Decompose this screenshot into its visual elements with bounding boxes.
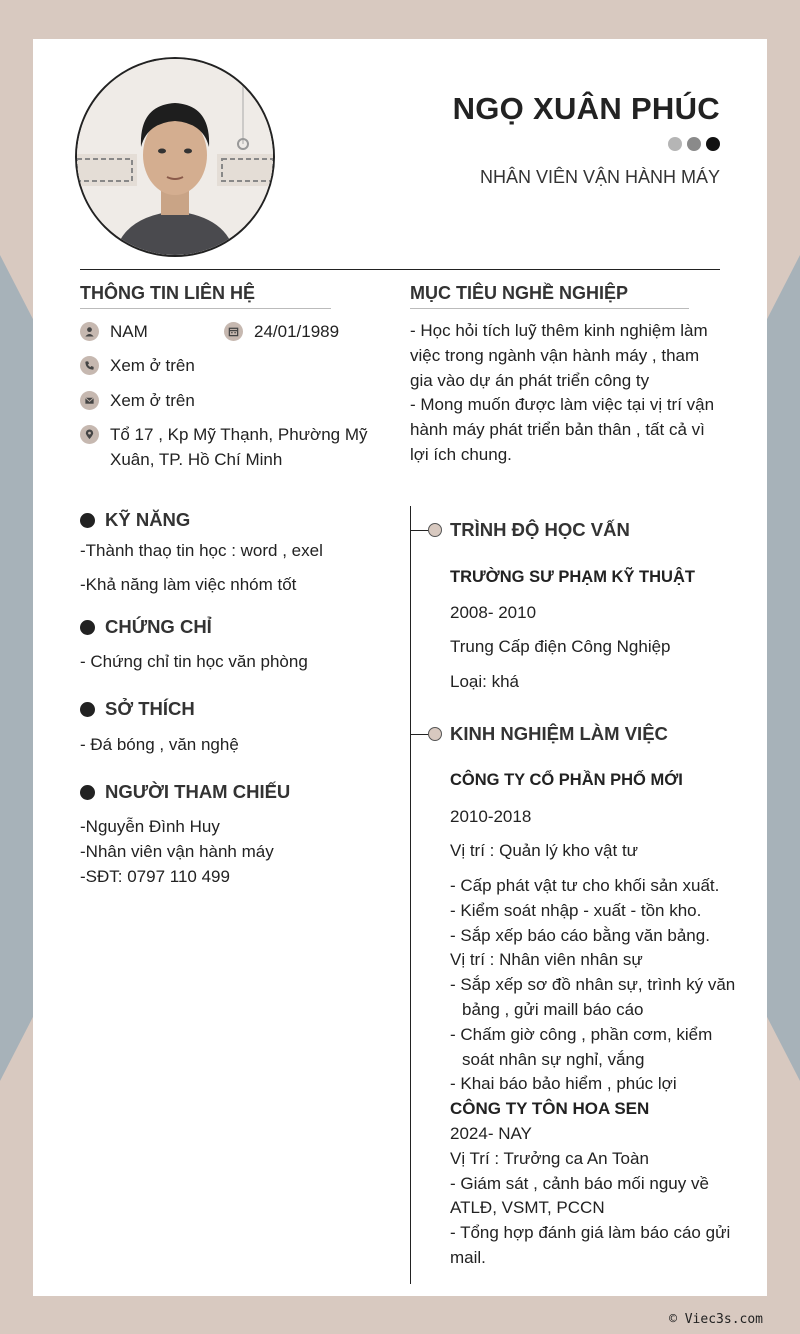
user-icon <box>80 322 99 341</box>
contact-address <box>80 422 368 472</box>
duty-item: ATLĐ, VSMT, PCCN <box>450 1198 605 1218</box>
company-name: CÔNG TY CỔ PHẦN PHỐ MỚI <box>450 771 683 789</box>
duty-item: mail. <box>450 1247 486 1267</box>
objective-line: hành máy phát triển bản thân , tất cả vì <box>410 420 705 440</box>
company-years: 2010-2018 <box>450 807 532 826</box>
phone-icon <box>80 356 99 375</box>
job-role: Vị trí : Nhân viên nhân sự <box>450 950 643 970</box>
objective-line: lợi ích chung. <box>410 444 512 464</box>
duty-item: - Sắp xếp sơ đồ nhân sự, trình ký văn bảng , gửi maill báo cáo <box>450 975 736 1019</box>
objective-text <box>410 319 714 468</box>
education-title-text: TRÌNH ĐỘ HỌC VẤN <box>450 519 630 540</box>
timeline-node <box>428 523 442 537</box>
location-pin-icon <box>80 425 99 444</box>
bullet-dot <box>80 620 95 635</box>
email-icon <box>80 391 99 410</box>
dot-mid <box>687 137 701 151</box>
contact-title: THÔNG TIN LIÊN HỆ <box>80 283 331 309</box>
contact-birthday <box>224 319 339 344</box>
reference-item: -Nguyễn Đình Huy <box>80 817 220 836</box>
copyright-footer: © Viec3s.com <box>669 1312 763 1327</box>
dot-dark <box>706 137 720 151</box>
dot-light <box>668 137 682 151</box>
phone-value: Xem ở trên <box>110 356 195 375</box>
education-title <box>410 519 630 541</box>
reference-item: -Nhân viên vận hành máy <box>80 841 274 861</box>
background-left-stripe <box>0 255 34 1081</box>
bullet-dot <box>80 785 95 800</box>
job-role: Vị Trí : Trưởng ca An Toàn <box>450 1148 649 1168</box>
birthday-value: 24/01/1989 <box>254 322 340 341</box>
certificate-item: - Chứng chỉ tin học văn phòng <box>80 652 308 671</box>
skills-title <box>80 509 190 531</box>
hobby-item: - Đá bóng , văn nghệ <box>80 735 239 754</box>
calendar-icon <box>224 322 243 341</box>
education-years: 2008- 2010 <box>450 603 537 622</box>
objective-line: việc trong ngành vận hành máy , tham <box>410 345 700 365</box>
objective-line: - Mong muốn được làm việc tại vị trí vận <box>410 395 715 415</box>
duty-item: - Sắp xếp báo cáo bằng văn bảng. <box>450 925 710 945</box>
cv-page <box>33 39 767 1296</box>
bullet-dot <box>80 702 95 717</box>
duty-item: - Chấm giờ công , phần cơm, kiểm soát nhân sự nghỉ, vắng <box>450 1024 713 1069</box>
duty-item: - Khai báo bảo hiểm , phúc lợi <box>450 1074 677 1094</box>
objective-line: - Học hỏi tích luỹ thêm kinh nghiệm làm <box>410 321 708 340</box>
reference-item: -SĐT: 0797 110 499 <box>80 866 230 886</box>
education-major: Trung Cấp điện Công Nghiệp <box>450 637 671 656</box>
skill-item: -Thành thaọ tin học : word , exel <box>80 541 323 560</box>
duty-item: - Cấp phát vật tư cho khối sản xuất. <box>450 876 720 895</box>
objective-line: gia vào dự án phát triển công ty <box>410 370 650 390</box>
experience-title-text: KINH NGHIỆM LÀM VIỆC <box>450 723 668 744</box>
experience-title <box>410 723 668 745</box>
experience-details <box>450 874 740 1271</box>
header-divider <box>80 269 720 270</box>
references-list <box>80 815 274 889</box>
certificates-title-text: CHỨNG CHỈ <box>105 616 212 637</box>
references-title <box>80 781 290 803</box>
background-right-stripe <box>766 255 800 1081</box>
certificates-title <box>80 616 212 638</box>
timeline-node <box>428 727 442 741</box>
timeline-line <box>410 506 411 1284</box>
company-years: 2024- NAY <box>450 1123 532 1143</box>
profile-photo <box>75 57 275 257</box>
objective-title: MỤC TIÊU NGHỀ NGHIỆP <box>410 283 689 309</box>
contact-email <box>80 388 195 413</box>
email-value: Xem ở trên <box>110 391 195 410</box>
contact-phone <box>80 353 195 378</box>
timeline-connector <box>410 734 428 735</box>
gender-value: NAM <box>110 322 148 341</box>
candidate-position: NHÂN VIÊN VẬN HÀNH MÁY <box>479 167 720 187</box>
decorative-dots <box>668 137 720 151</box>
references-title-text: NGƯỜI THAM CHIẾU <box>105 781 291 802</box>
education-school: TRƯỜNG SƯ PHẠM KỸ THUẬT <box>450 568 695 586</box>
job-role: Vị trí : Quản lý kho vật tư <box>450 841 639 860</box>
hobbies-title-text: SỞ THÍCH <box>105 698 195 719</box>
duty-item: - Giám sát , cảnh báo mối nguy về <box>450 1173 709 1193</box>
timeline-connector <box>410 530 428 531</box>
candidate-name: NGỌ XUÂN PHÚC <box>452 91 720 126</box>
education-grade: Loại: khá <box>450 672 519 691</box>
skill-item: -Khả năng làm việc nhóm tốt <box>80 575 297 594</box>
skills-title-text: KỸ NĂNG <box>105 509 191 530</box>
bullet-dot <box>80 513 95 528</box>
hobbies-title <box>80 698 195 720</box>
company-name: CÔNG TY TÔN HOA SEN <box>450 1099 650 1119</box>
duty-item: - Tổng hợp đánh giá làm báo cáo gửi <box>450 1223 731 1243</box>
address-line-2: Xuân, TP. Hồ Chí Minh <box>110 450 283 469</box>
contact-gender <box>80 319 148 344</box>
duty-item: - Kiểm soát nhập - xuất - tồn kho. <box>450 900 702 920</box>
address-line-1: Tổ 17 , Kp Mỹ Thạnh, Phường Mỹ <box>110 425 368 444</box>
